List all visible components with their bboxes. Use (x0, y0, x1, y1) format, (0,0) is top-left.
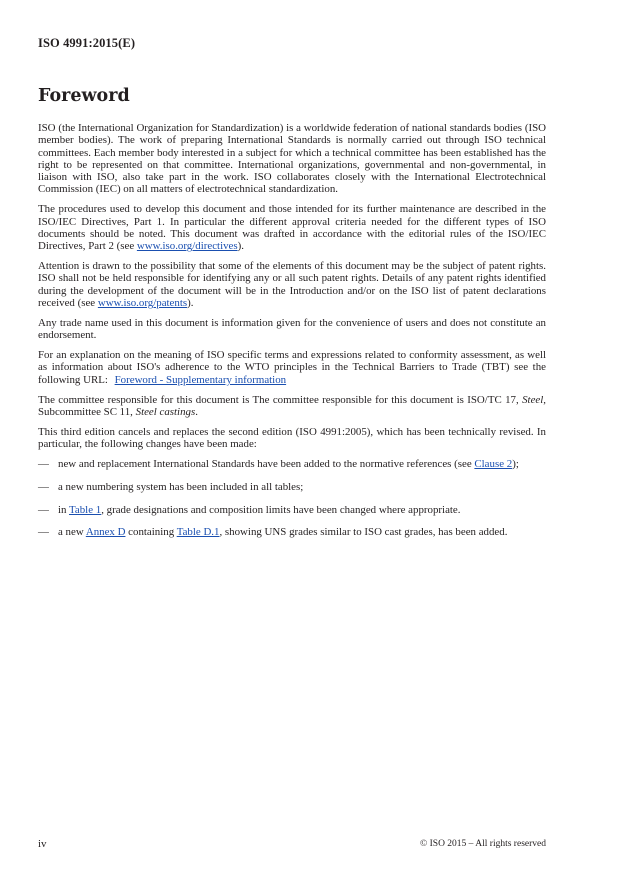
page-title: Foreword (38, 86, 130, 106)
list-item (38, 481, 546, 493)
list-item (38, 504, 546, 516)
committee-name-steel: Steel (522, 393, 544, 406)
paragraph-edition: This third edition cancels and replaces the second edition (ISO 4991:2005), which has been technically revised. In particular, the following changes have been made: (38, 425, 546, 451)
list-item-text (58, 458, 546, 470)
item-text: ); (512, 457, 519, 470)
clause-2-link[interactable]: Clause 2 (474, 457, 513, 470)
subcommittee-name: Steel castings (135, 405, 196, 418)
paragraph-trade-name: Any trade name used in this document is information given for the convenience of users and does not constitute an endorsement. (38, 316, 546, 342)
directives-link[interactable]: www.iso.org/directives (136, 240, 238, 253)
paragraph-iso-description: ISO (the International Organization for Standardization) is a worldwide federation of national standards bodies (ISO member bodies). The work of preparing International Standards is normally carried out through ISO technical committees. Each member body interested in a subject for which a technical committee has been established has the right to be represented on that committee. International organizations, governmental and non-governmental, in liaison with ISO, also take part in the work. ISO collaborates closely with the International Electrotechnical Commission (IEC) on all matters of electrotechnical standardization. (38, 122, 546, 196)
supplementary-info-link[interactable]: Foreword - Supplementary information (114, 373, 287, 386)
paragraph-text: ). (187, 297, 194, 310)
list-item-text (58, 526, 546, 538)
paragraph-text: . (195, 405, 198, 418)
paragraph-patents (38, 260, 546, 309)
paragraph-text: , Subcommittee SC 11, (38, 393, 546, 418)
document-id-header: ISO 4991:2015(E) (38, 36, 136, 50)
paragraph-text: ). (237, 240, 244, 253)
paragraph-text: The committee responsible for this document is The committee responsible for this document is ISO/TC 17, (38, 393, 523, 406)
dash-bullet: — (38, 457, 49, 470)
dash-bullet: — (38, 503, 49, 516)
patents-link[interactable]: www.iso.org/patents (97, 297, 188, 310)
list-item (38, 458, 546, 470)
item-text: , showing UNS grades similar to ISO cast grades, has been added. (219, 526, 508, 539)
item-text: in (58, 503, 69, 516)
annex-d-link[interactable]: Annex D (85, 526, 126, 539)
foreword-body (38, 122, 546, 549)
paragraph-text: Attention is drawn to the possibility that some of the elements of this document may be the subject of patent rights. ISO shall not be held responsible for identifying any or all such patent rights. Details of any patent rights identified during the development of the document will be in the Introduction and/or on the ISO list of patent declarations received (see (38, 260, 546, 310)
page-number: iv (38, 838, 47, 850)
paragraph-procedures (38, 203, 546, 252)
item-text: containing (125, 526, 177, 539)
list-item (38, 526, 546, 538)
copyright-notice: © ISO 2015 – All rights reserved (420, 839, 546, 849)
dash-bullet: — (38, 526, 49, 539)
list-item-text: a new numbering system has been included in all tables; (58, 480, 304, 493)
paragraph-text: The procedures used to develop this document and those intended for its further maintenance are described in the ISO/IEC Directives, Part 1. In particular the different approval criteria needed for the different types of ISO documents should be noted. This document was drafted in accordance with the editorial rules of the ISO/IEC Directives, Part 2 (see (38, 203, 546, 253)
dash-bullet: — (38, 480, 49, 493)
table-1-link[interactable]: Table 1 (69, 503, 102, 516)
list-item-text (58, 504, 546, 516)
paragraph-conformity (38, 349, 546, 386)
item-text: , grade designations and composition limits have been changed where appropriate. (101, 503, 461, 516)
item-text: new and replacement International Standards have been added to the normative references (see (58, 457, 475, 470)
item-text: a new (58, 526, 86, 539)
table-d1-link[interactable]: Table D.1 (176, 526, 220, 539)
paragraph-text: For an explanation on the meaning of ISO specific terms and expressions related to conformity assessment, as well as information about ISO's adherence to the WTO principles in the Technical Barriers to Trade (TBT) see the following URL: (38, 349, 546, 386)
paragraph-committee (38, 394, 546, 419)
